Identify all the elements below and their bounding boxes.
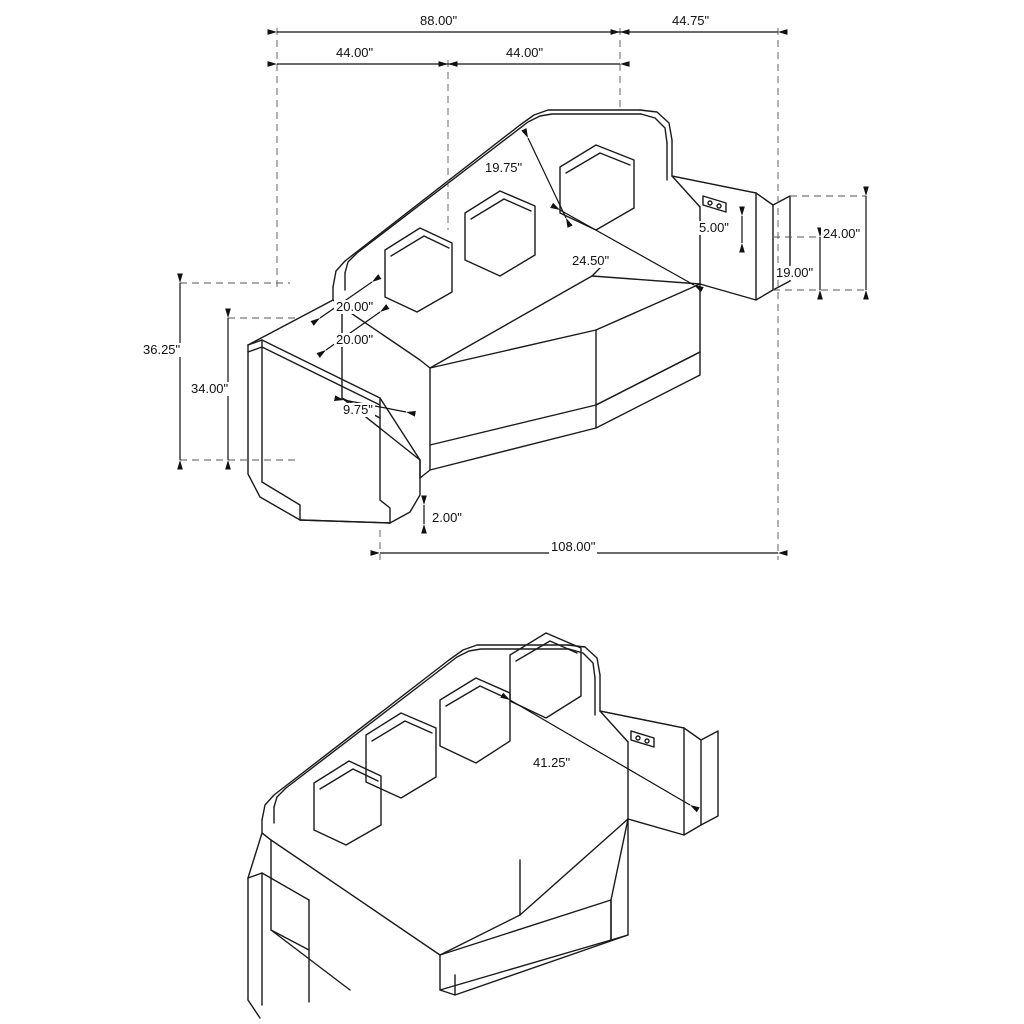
dimension-label-4125: 41.25" (533, 755, 571, 770)
extension-lines (180, 28, 866, 560)
dimension-label-44-right: 44.00" (506, 45, 544, 60)
dimension-label-4475: 44.75" (672, 13, 710, 28)
dimension-label-2450: 24.50" (572, 253, 610, 268)
dimension-label-500: 5.00" (699, 220, 729, 235)
dimension-label-2400: 24.00" (823, 226, 861, 241)
dimension-label-20-a: 20.00" (336, 299, 374, 314)
dimension-label-200: 2.00" (432, 510, 462, 525)
dimension-label-3400: 34.00" (191, 381, 229, 396)
dimension-lines (180, 32, 866, 805)
dimension-label-44-left: 44.00" (336, 45, 374, 60)
dimension-label-10800: 108.00" (551, 539, 596, 554)
dimension-label-3625: 36.25" (143, 342, 181, 357)
dimension-label-1900: 19.00" (776, 265, 814, 280)
dimension-label-1975: 19.75" (485, 160, 523, 175)
dimension-label-88: 88.00" (420, 13, 458, 28)
lower-view-sofa-bed (248, 633, 718, 1018)
dimension-label-975: 9.75" (343, 402, 373, 417)
dimension-label-20-b: 20.00" (336, 332, 374, 347)
